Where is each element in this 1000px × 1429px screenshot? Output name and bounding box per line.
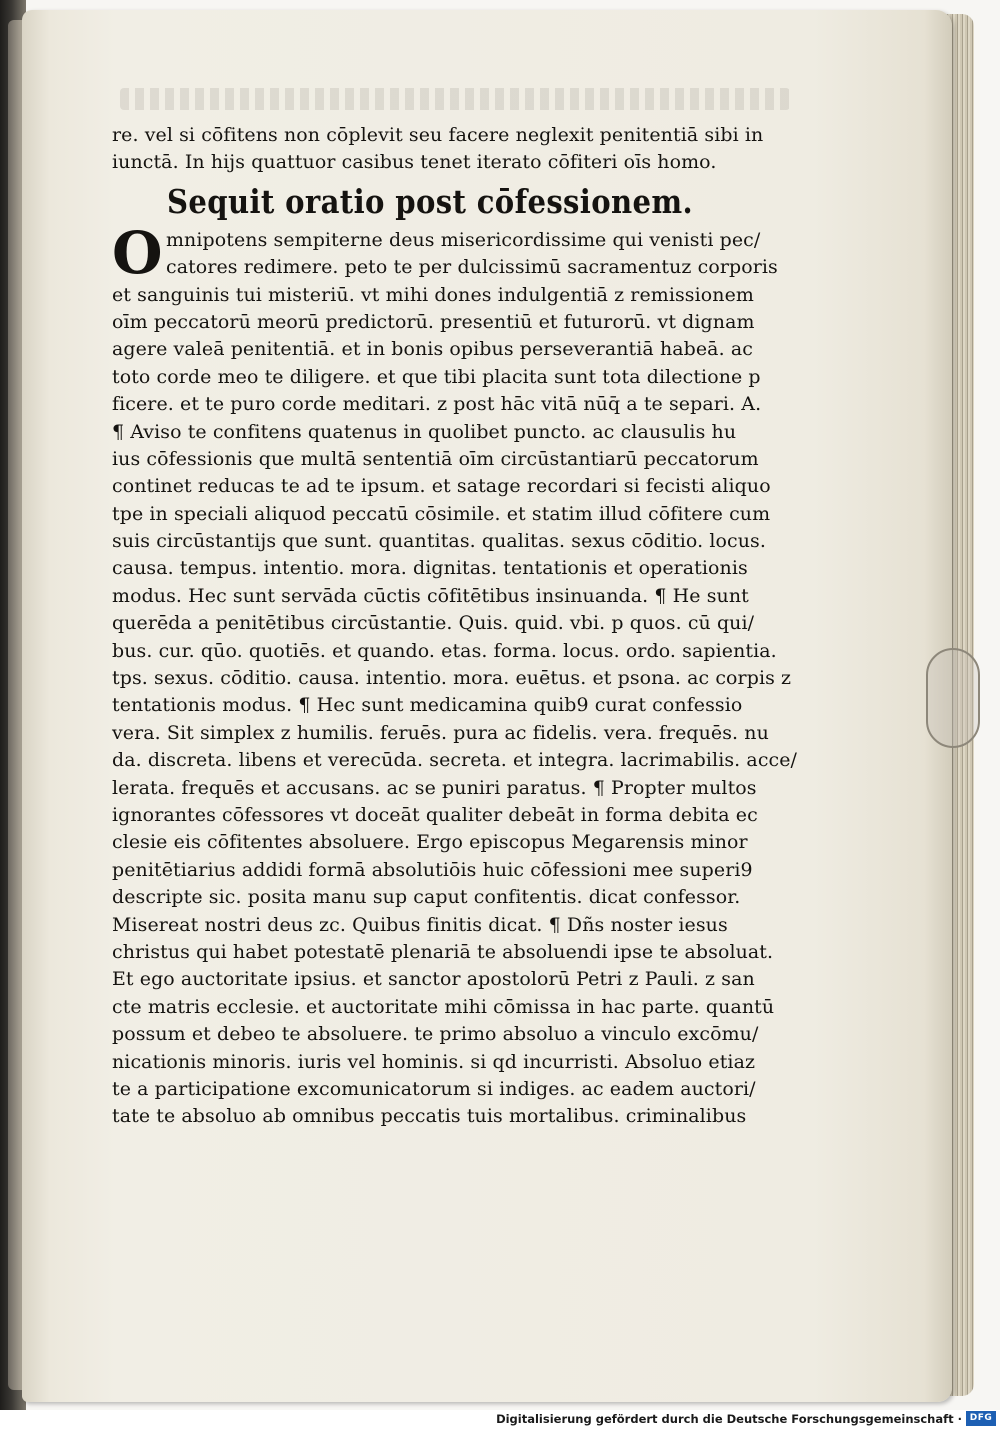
text-line: tate te absoluo ab omnibus peccatis tuis mortalibus. criminalibus <box>112 1105 747 1128</box>
text-line: re. vel si cōfitens non cōplevit seu facere neglexit penitentiā sibi in <box>112 124 764 146</box>
text-line: continet reducas te ad te ipsum. et satage recordari si fecisti aliquo <box>112 475 771 498</box>
text-line: ignorantes cōfessores vt doceāt qualiter debeāt in forma debita ec <box>112 803 758 826</box>
text-line: lerata. frequēs et accusans. ac se puniri paratus. ¶ Propter multos <box>112 776 757 799</box>
funding-credit: Digitalisierung gefördert durch die Deutsche Forschungsgemeinschaft · <box>496 1412 962 1426</box>
text-line: tentationis modus. ¶ Hec sunt medicamina quib9 curat confessio <box>112 694 743 717</box>
section-heading: Sequit oratio post cōfessionem. <box>167 181 693 221</box>
text-line: iunctā. In hijs quattuor casibus tenet iterato cōfiteri oīs homo. <box>112 151 717 174</box>
text-line: bus. cur. qūo. quotiēs. et quando. etas. forma. locus. ordo. sapientia. <box>112 639 777 662</box>
text-line: da. discreta. libens et verecūda. secreta. et integra. lacrimabilis. acce/ <box>112 749 798 772</box>
text-block <box>112 122 802 1131</box>
footer-bar <box>0 1410 1000 1429</box>
prayer-text <box>112 227 802 1131</box>
text-line: causa. tempus. intentio. mora. dignitas. tentationis et operationis <box>112 557 748 580</box>
text-line: vera. Sit simplex z humilis. feruēs. pura ac fidelis. vera. frequēs. nu <box>112 721 769 744</box>
drop-initial: O <box>112 219 163 287</box>
text-line: nicationis minoris. iuris vel hominis. si qd incurristi. Absoluo etiaz <box>112 1050 756 1073</box>
page-tab-marker <box>926 648 980 748</box>
text-line: Misereat nostri deus zc. Quibus finitis dicat. ¶ Dñs noster iesus <box>112 913 728 936</box>
text-line: agere valeā penitentiā. et in bonis opibus perseverantiā habeā. ac <box>112 338 753 361</box>
text-line: cte matris ecclesie. et auctoritate mihi cōmissa in hac parte. quantū <box>112 995 775 1018</box>
text-line: mnipotens sempiterne deus misericordissime qui venisti pec/ <box>166 228 761 251</box>
text-line: suis circūstantijs que sunt. quantitas. qualitas. sexus cōditio. locus. <box>112 530 766 553</box>
text-line: oīm peccatorū meorū predictorū. presentiū et futurorū. vt dignam <box>112 310 755 333</box>
text-line: descripte sic. posita manu sup caput confitentis. dicat confessor. <box>112 886 741 909</box>
text-line: ficere. et te puro corde meditari. z post hāc vitā nūq̄ a te separi. A. <box>112 393 762 416</box>
text-line: toto corde meo te diligere. et que tibi placita sunt tota dilectione p <box>112 365 761 388</box>
text-line: ius cōfessionis que multā sententiā oīm circūstantiarū peccatorum <box>112 447 759 470</box>
text-line: Et ego auctoritate ipsius. et sanctor apostolorū Petri z Pauli. z san <box>112 968 755 991</box>
text-line: catores redimere. peto te per dulcissimū sacramentuz corporis <box>166 256 778 279</box>
bleed-through-line <box>120 88 790 110</box>
text-line: et sanguinis tui misteriū. vt mihi dones indulgentiā z remissionem <box>112 283 754 306</box>
text-line: te a participatione excomunicatorum si indiges. ac eadem auctori/ <box>112 1077 756 1100</box>
text-line: christus qui habet potestatē plenariā te absoluendi ipse te absoluat. <box>112 940 774 963</box>
text-line: possum et debeo te absoluere. te primo absoluo a vinculo excōmu/ <box>112 1023 759 1046</box>
text-line: modus. Hec sunt servāda cūctis cōfitētibus insinuanda. ¶ He sunt <box>112 584 749 607</box>
text-line: ¶ Aviso te confitens quatenus in quolibet puncto. ac clausulis hu <box>112 420 737 443</box>
text-line: clesie eis cōfitentes absoluere. Ergo episcopus Megarensis minor <box>112 831 748 854</box>
text-line: tps. sexus. cōditio. causa. intentio. mora. euētus. et psona. ac corpis z <box>112 667 792 690</box>
dfg-logo: DFG <box>966 1411 996 1426</box>
text-line: penitētiarius addidi formā absolutiōis huic cōfessioni mee superi9 <box>112 858 753 881</box>
text-line: querēda a penitētibus circūstantie. Quis. quid. vbi. p quos. cū qui/ <box>112 612 755 635</box>
text-line: tpe in speciali aliquod peccatū cōsimile. et statim illud cōfitere cum <box>112 502 771 525</box>
